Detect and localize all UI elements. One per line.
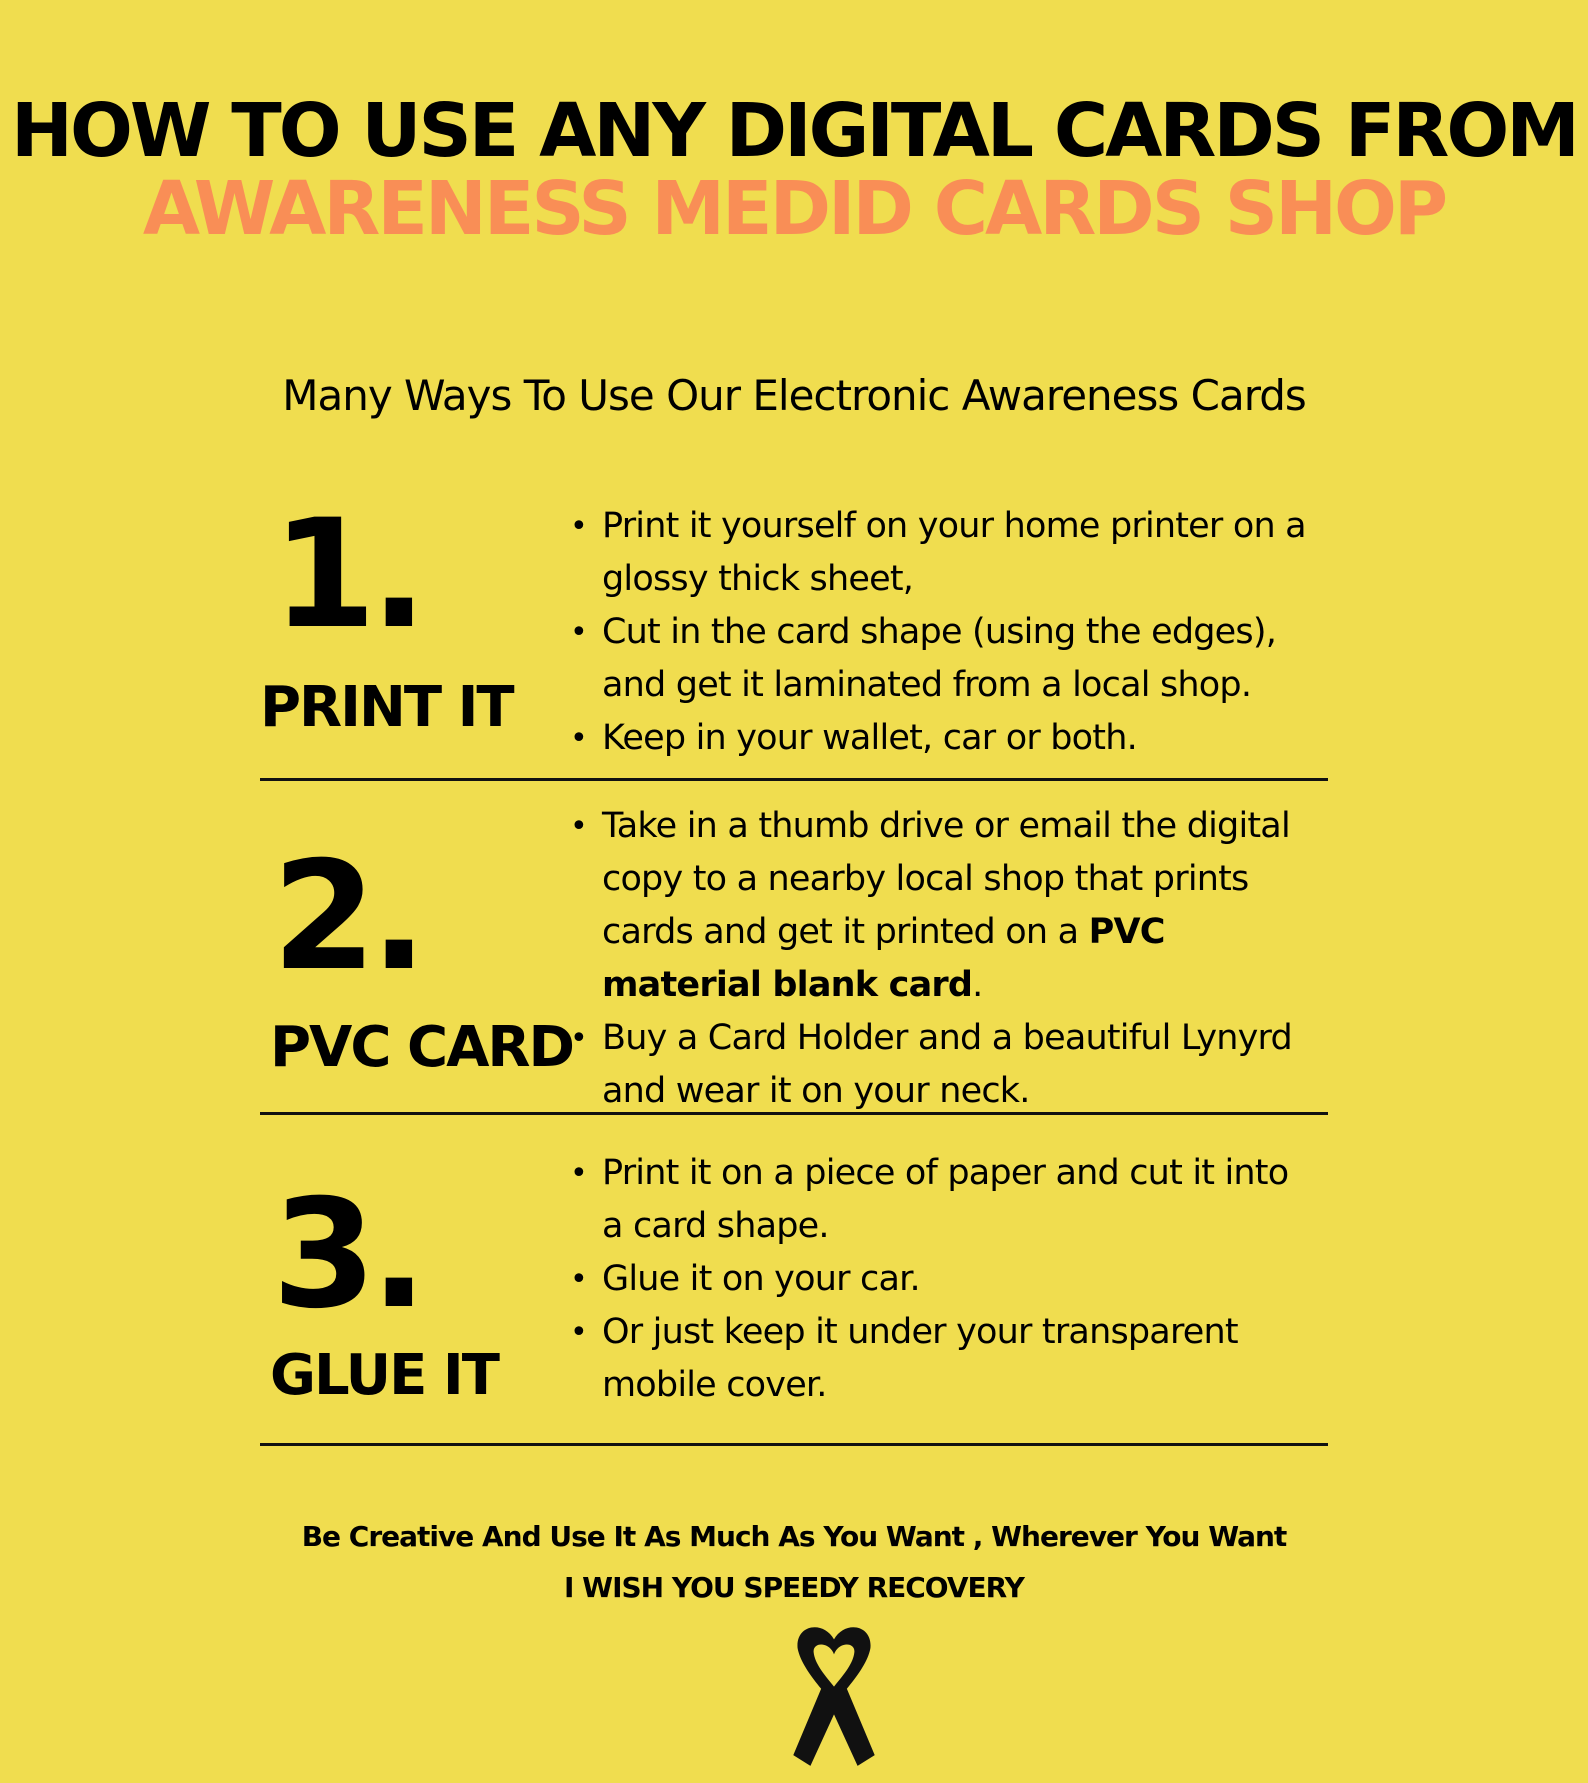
list-item-end: .: [972, 965, 983, 1005]
title-main: HOW TO USE ANY DIGITAL CARDS FROM: [11, 88, 1577, 174]
footer-tagline: Be Creative And Use It As Much As You Want , Wherever You Want: [301, 1520, 1287, 1553]
list-item: • Cut in the card shape (using the edges), and get it laminated from a local shop.: [570, 606, 1310, 712]
step-glue-it: [260, 1147, 1328, 1437]
step-print-it: [260, 488, 1328, 780]
list-item: • Keep in your wallet, car or both.: [570, 712, 1310, 765]
step-list: [570, 500, 1310, 765]
subtitle: Many Ways To Use Our Electronic Awareness Cards: [282, 371, 1306, 420]
step-label: PVC CARD: [270, 1015, 574, 1080]
list-item: [570, 800, 1310, 1012]
step-number: 2.: [272, 830, 422, 1004]
list-item: • Glue it on your car.: [570, 1253, 1310, 1306]
divider: [260, 1112, 1328, 1115]
step-number: 3.: [272, 1168, 422, 1342]
list-item: • Buy a Card Holder and a beautiful Lynyrd and wear it on your neck.: [570, 1012, 1310, 1118]
divider: [260, 1443, 1328, 1446]
list-item: • Or just keep it under your transparent mobile cover.: [570, 1306, 1310, 1412]
list-item: • Print it yourself on your home printer on a glossy thick sheet,: [570, 500, 1310, 606]
list-item-text: Take in a thumb drive or email the digital copy to a nearby local shop that prints cards and get it printed on a: [602, 806, 1290, 952]
page-title: [0, 88, 1588, 252]
list-item-bold: PVC material blank card: [602, 912, 1165, 1005]
footer-wish: I WISH YOU SPEEDY RECOVERY: [564, 1571, 1024, 1604]
step-number: 1.: [272, 488, 422, 662]
divider: [260, 778, 1328, 781]
step-list: [570, 800, 1310, 1118]
list-item: • Print it on a piece of paper and cut it into a card shape.: [570, 1147, 1310, 1253]
title-accent: AWARENESS MEDID CARDS SHOP: [142, 166, 1446, 252]
step-pvc-card: [260, 800, 1328, 1110]
step-list: [570, 1147, 1310, 1412]
step-label: PRINT IT: [260, 675, 513, 740]
awareness-ribbon-icon: [778, 1618, 890, 1768]
step-label: GLUE IT: [270, 1343, 498, 1408]
